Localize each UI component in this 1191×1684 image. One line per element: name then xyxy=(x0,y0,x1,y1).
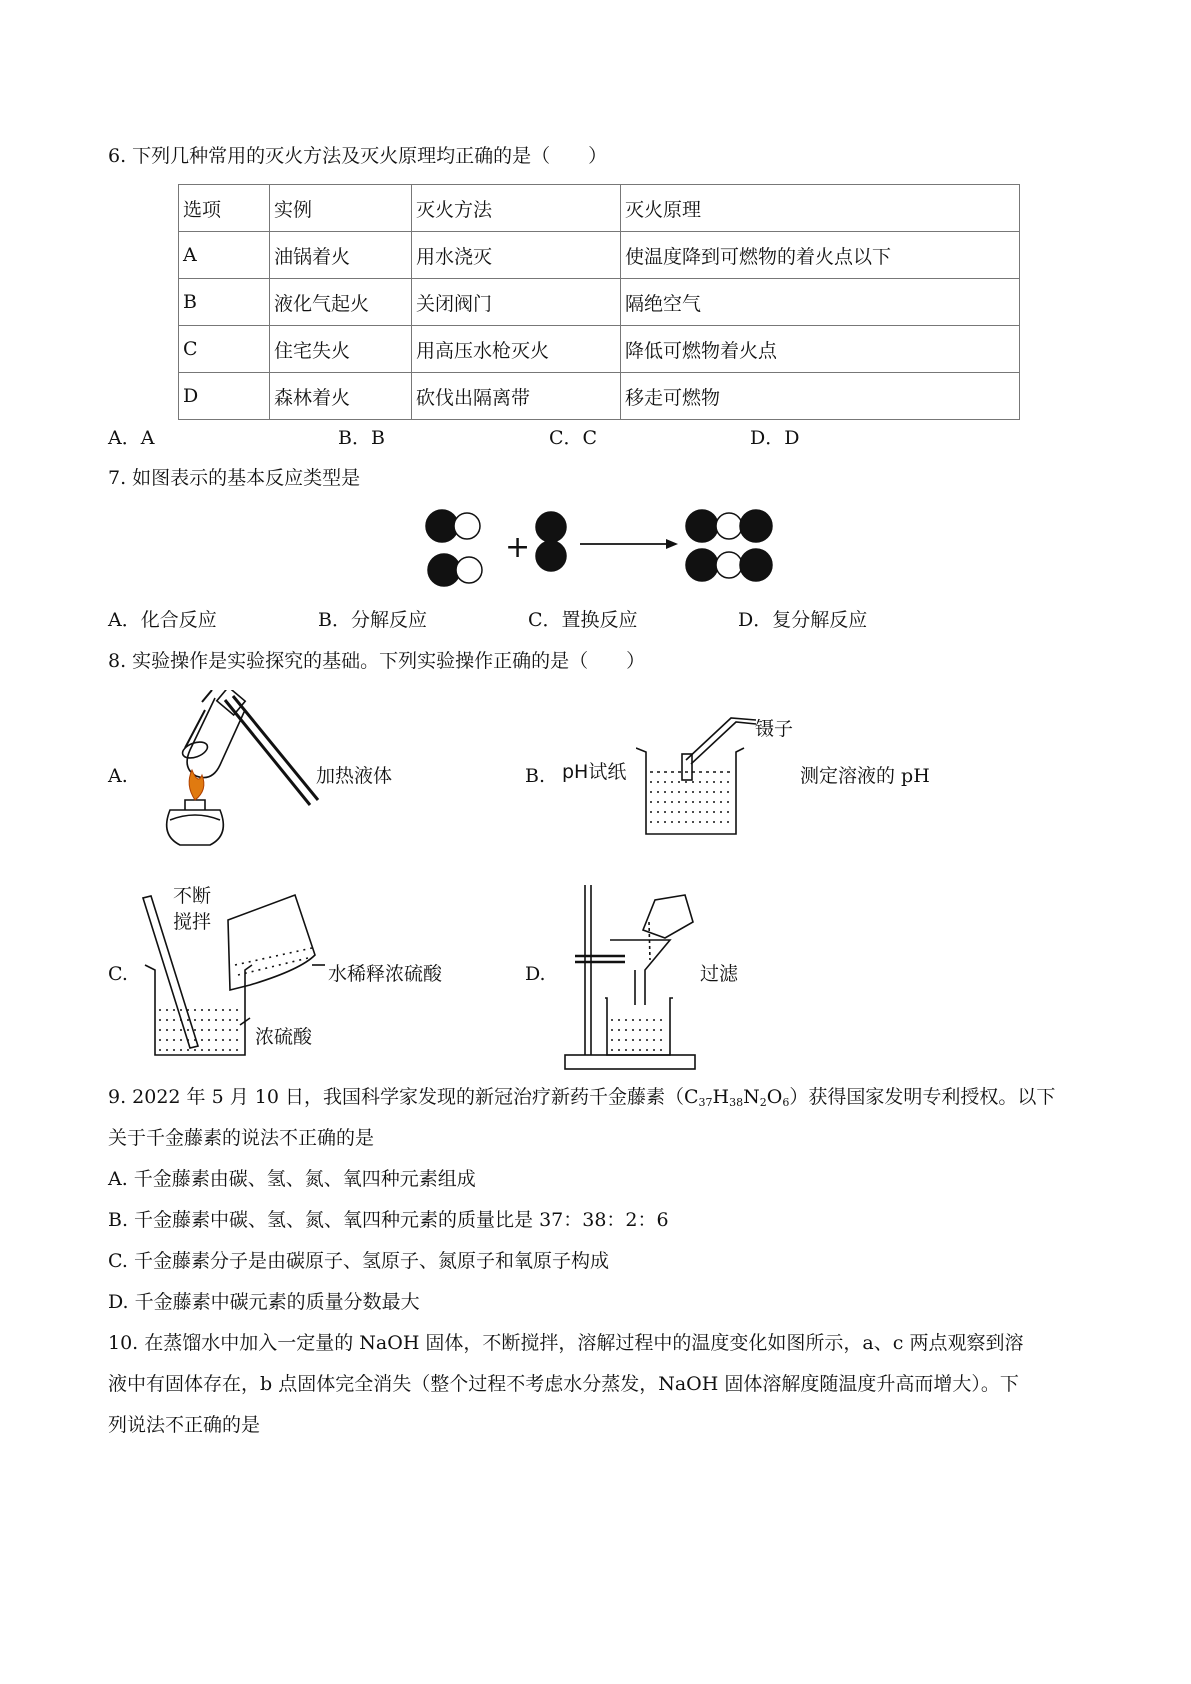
table-cell: 用水浇灭 xyxy=(412,232,621,279)
q6-option-d: D．D xyxy=(750,427,800,449)
table-cell: 移走可燃物 xyxy=(621,373,1020,420)
funnel-icon xyxy=(610,940,670,1005)
table-cell: 降低可燃物着火点 xyxy=(621,326,1020,373)
ph-test-diagram xyxy=(636,710,756,840)
pouring-beaker-icon xyxy=(228,895,315,990)
q9-option-d: D. 千金藤素中碳元素的质量分数最大 xyxy=(108,1291,420,1313)
ph-paper-icon xyxy=(682,754,692,780)
q10-line2: 液中有固体存在，b 点固体完全消失（整个过程不考虑水分蒸发，NaOH 固体溶解度随温度升高而增大）。下 xyxy=(108,1373,1019,1395)
table-cell: C xyxy=(179,326,270,373)
q6-option-b: B．B xyxy=(338,427,385,449)
table-row xyxy=(179,232,1020,279)
filtration-diagram xyxy=(555,880,715,1080)
table-header: 灭火原理 xyxy=(621,185,1020,232)
q8-stem: 8. 实验操作是实验探究的基础。下列实验操作正确的是（ ） xyxy=(108,650,646,672)
table-cell: 油锅着火 xyxy=(270,232,412,279)
q8-a-caption: 加热液体 xyxy=(316,765,393,787)
white-atom-icon xyxy=(456,557,482,583)
q8-b-ph-label: pH试纸 xyxy=(562,761,627,783)
q7-stem: 7. 如图表示的基本反应类型是 xyxy=(108,467,361,489)
q7-option-c: C．置换反应 xyxy=(528,609,638,631)
q8-b-caption: 测定溶液的 pH xyxy=(800,765,930,787)
q9-stem-line2: 关于千金藤素的说法不正确的是 xyxy=(108,1127,375,1149)
q8-c-stir-label-1: 不断 xyxy=(173,885,212,907)
heating-liquid-diagram xyxy=(140,690,320,860)
q10-line3: 列说法不正确的是 xyxy=(108,1414,261,1436)
q6-stem: 6. 下列几种常用的灭火方法及灭火原理均正确的是（ ） xyxy=(108,145,608,167)
iron-stand-icon xyxy=(585,885,591,1055)
black-atom-icon xyxy=(536,512,566,542)
tweezers-icon xyxy=(686,718,756,764)
table-cell: 住宅失火 xyxy=(270,326,412,373)
glass-rod-icon xyxy=(143,896,198,1048)
q6-option-c: C．C xyxy=(549,427,598,449)
table-cell: 砍伐出隔离带 xyxy=(412,373,621,420)
q10-line1: 10. 在蒸馏水中加入一定量的 NaOH 固体，不断搅拌，溶解过程中的温度变化如图所示，a、c 两点观察到溶 xyxy=(108,1332,1024,1354)
formula: $C_{37}H_{38}N_2O_6$ xyxy=(684,1086,790,1109)
table-row xyxy=(179,373,1020,420)
q9-option-c: C. 千金藤素分子是由碳原子、氢原子、氮原子和氧原子构成 xyxy=(108,1250,609,1272)
table-row xyxy=(179,185,1020,232)
black-atom-icon xyxy=(428,554,460,586)
beaker-icon xyxy=(145,965,252,1055)
table-cell: B xyxy=(179,279,270,326)
q9-option-b: B. 千金藤素中碳、氢、氮、氧四种元素的质量比是 37：38：2：6 xyxy=(108,1209,669,1231)
table-header: 选项 xyxy=(179,185,270,232)
table-cell: D xyxy=(179,373,270,420)
beaker-icon xyxy=(636,748,744,834)
q8-d-caption: 过滤 xyxy=(700,963,739,985)
q8-c-water-label: 水稀释浓硫酸 xyxy=(328,963,443,985)
reaction-diagram xyxy=(410,500,790,595)
q6-table xyxy=(178,184,1020,420)
q8-d-letter: D. xyxy=(525,963,546,985)
flame-icon xyxy=(189,770,204,800)
q8-a-letter: A. xyxy=(108,765,128,787)
white-atom-icon xyxy=(454,513,480,539)
q6-option-a: A．A xyxy=(108,427,155,449)
pouring-beaker-icon xyxy=(643,895,693,938)
q7-option-a: A．化合反应 xyxy=(108,609,217,631)
table-cell: 用高压水枪灭火 xyxy=(412,326,621,373)
q8-c-stir-label-2: 搅拌 xyxy=(173,911,212,933)
black-atom-icon xyxy=(426,510,458,542)
table-header: 灭火方法 xyxy=(412,185,621,232)
table-cell: 森林着火 xyxy=(270,373,412,420)
test-tube-icon xyxy=(187,698,245,778)
table-cell: 关闭阀门 xyxy=(412,279,621,326)
table-cell: 隔绝空气 xyxy=(621,279,1020,326)
plus-icon: + xyxy=(505,530,531,565)
q8-c-letter: C. xyxy=(108,963,128,985)
q9-option-a: A. 千金藤素由碳、氢、氮、氧四种元素组成 xyxy=(108,1168,476,1190)
black-atom-icon xyxy=(536,541,566,571)
q8-b-letter: B. xyxy=(525,765,546,787)
table-cell: 使温度降到可燃物的着火点以下 xyxy=(621,232,1020,279)
q7-option-b: B．分解反应 xyxy=(318,609,427,631)
q8-c-acid-label: 浓硫酸 xyxy=(255,1026,313,1048)
table-row xyxy=(179,326,1020,373)
q7-option-d: D．复分解反应 xyxy=(738,609,868,631)
q8-b-tweezers-label: 镊子 xyxy=(755,718,794,740)
beaker-icon xyxy=(605,998,673,1055)
table-cell: A xyxy=(179,232,270,279)
table-header: 实例 xyxy=(270,185,412,232)
table-cell: 液化气起火 xyxy=(270,279,412,326)
q9-stem-line1: 9. 2022 年 5 月 10 日，我国科学家发现的新冠治疗新药千金藤素$(C_{37}H_{38}N_2O_6)$获得国家发明专利授权。以下 xyxy=(108,1086,1056,1109)
table-row xyxy=(179,279,1020,326)
